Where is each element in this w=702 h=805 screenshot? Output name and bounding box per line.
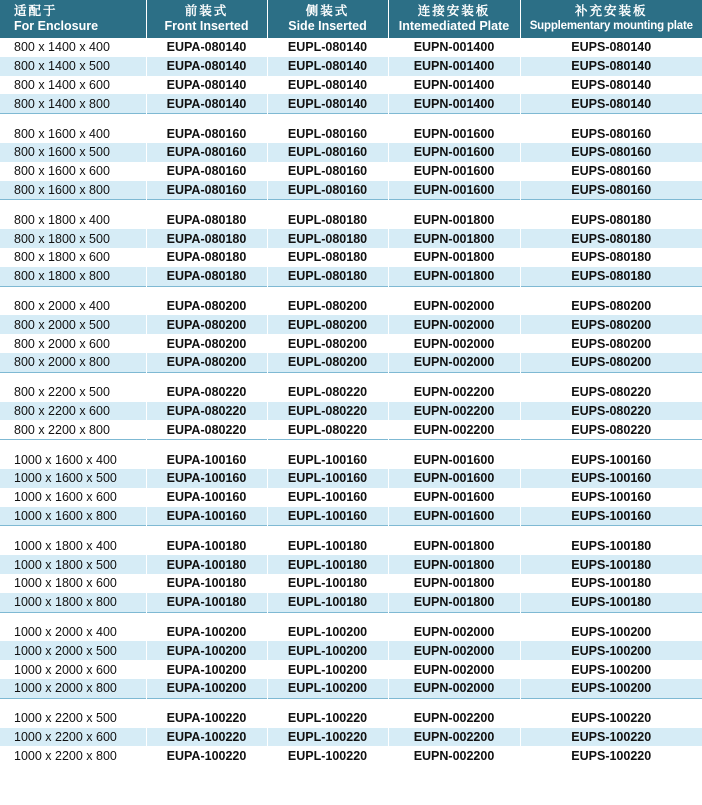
separator-cell — [146, 698, 267, 709]
cell-front-inserted: EUPA-100160 — [146, 469, 267, 488]
header-intermediated-plate — [388, 0, 520, 38]
cell-enclosure-size: 1000 x 1800 x 600 — [0, 574, 146, 593]
group-separator — [0, 440, 702, 451]
cell-enclosure-size: 800 x 1600 x 800 — [0, 181, 146, 200]
cell-front-inserted: EUPA-080160 — [146, 181, 267, 200]
separator-cell — [0, 526, 146, 537]
cell-front-inserted: EUPA-080180 — [146, 210, 267, 229]
cell-enclosure-size: 800 x 1400 x 800 — [0, 94, 146, 113]
separator-cell — [388, 440, 520, 451]
cell-enclosure-size: 800 x 1800 x 800 — [0, 267, 146, 286]
table-row — [0, 593, 702, 612]
table-row — [0, 210, 702, 229]
cell-enclosure-size: 1000 x 1800 x 500 — [0, 555, 146, 574]
cell-side-inserted: EUPL-100200 — [267, 679, 388, 698]
cell-supplementary-plate: EUPS-100180 — [520, 555, 702, 574]
cell-side-inserted: EUPL-080220 — [267, 420, 388, 439]
header-enclosure-zh: 适配于 — [14, 4, 58, 18]
cell-enclosure-size: 1000 x 1600 x 800 — [0, 507, 146, 526]
cell-front-inserted: EUPA-080160 — [146, 162, 267, 181]
cell-front-inserted: EUPA-100180 — [146, 536, 267, 555]
header-side-zh: 侧装式 — [305, 4, 350, 18]
cell-supplementary-plate: EUPS-080140 — [520, 38, 702, 57]
cell-intermediated-plate: EUPN-002000 — [388, 623, 520, 642]
cell-intermediated-plate: EUPN-002200 — [388, 709, 520, 728]
cell-side-inserted: EUPL-100200 — [267, 641, 388, 660]
cell-front-inserted: EUPA-080220 — [146, 383, 267, 402]
separator-cell — [267, 612, 388, 623]
cell-intermediated-plate: EUPN-001800 — [388, 555, 520, 574]
table-row — [0, 353, 702, 372]
cell-enclosure-size: 800 x 2000 x 500 — [0, 315, 146, 334]
cell-side-inserted: EUPL-080180 — [267, 210, 388, 229]
cell-front-inserted: EUPA-080220 — [146, 402, 267, 421]
cell-supplementary-plate: EUPS-080220 — [520, 383, 702, 402]
cell-side-inserted: EUPL-080160 — [267, 143, 388, 162]
table-row — [0, 679, 702, 698]
cell-supplementary-plate: EUPS-080180 — [520, 267, 702, 286]
cell-front-inserted: EUPA-100200 — [146, 623, 267, 642]
separator-cell — [0, 200, 146, 211]
cell-side-inserted: EUPL-080200 — [267, 297, 388, 316]
separator-cell — [267, 440, 388, 451]
cell-supplementary-plate: EUPS-100200 — [520, 623, 702, 642]
cell-side-inserted: EUPL-080220 — [267, 402, 388, 421]
table-row — [0, 76, 702, 95]
table-row — [0, 746, 702, 765]
cell-intermediated-plate: EUPN-001800 — [388, 593, 520, 612]
separator-cell — [388, 698, 520, 709]
table-body — [0, 38, 702, 765]
cell-front-inserted: EUPA-080140 — [146, 57, 267, 76]
separator-cell — [146, 612, 267, 623]
cell-supplementary-plate: EUPS-080200 — [520, 353, 702, 372]
header-front-en: Front Inserted — [164, 19, 249, 33]
separator-cell — [520, 372, 702, 383]
separator-cell — [0, 698, 146, 709]
cell-side-inserted: EUPL-100180 — [267, 555, 388, 574]
table-row — [0, 728, 702, 747]
cell-supplementary-plate: EUPS-080140 — [520, 94, 702, 113]
cell-intermediated-plate: EUPN-002000 — [388, 297, 520, 316]
cell-intermediated-plate: EUPN-002000 — [388, 334, 520, 353]
cell-enclosure-size: 1000 x 1600 x 600 — [0, 488, 146, 507]
header-inter-zh: 连接安装板 — [417, 4, 491, 18]
separator-cell — [267, 200, 388, 211]
cell-enclosure-size: 800 x 1400 x 600 — [0, 76, 146, 95]
cell-intermediated-plate: EUPN-001400 — [388, 94, 520, 113]
cell-supplementary-plate: EUPS-080220 — [520, 402, 702, 421]
cell-supplementary-plate: EUPS-080160 — [520, 124, 702, 143]
separator-cell — [388, 200, 520, 211]
table-row — [0, 623, 702, 642]
cell-enclosure-size: 1000 x 2000 x 500 — [0, 641, 146, 660]
table-row — [0, 94, 702, 113]
cell-intermediated-plate: EUPN-001800 — [388, 248, 520, 267]
cell-front-inserted: EUPA-080180 — [146, 267, 267, 286]
separator-cell — [146, 200, 267, 211]
cell-front-inserted: EUPA-100200 — [146, 641, 267, 660]
separator-cell — [0, 440, 146, 451]
cell-supplementary-plate: EUPS-100200 — [520, 679, 702, 698]
table-row — [0, 334, 702, 353]
cell-front-inserted: EUPA-100220 — [146, 709, 267, 728]
table-row — [0, 574, 702, 593]
table-row — [0, 124, 702, 143]
cell-intermediated-plate: EUPN-001600 — [388, 450, 520, 469]
table-row — [0, 469, 702, 488]
cell-enclosure-size: 800 x 1600 x 600 — [0, 162, 146, 181]
header-supp-en: Supplementary mounting plate — [529, 20, 693, 32]
header-enclosure — [0, 0, 146, 38]
separator-cell — [0, 286, 146, 297]
cell-enclosure-size: 800 x 1800 x 600 — [0, 248, 146, 267]
cell-front-inserted: EUPA-080200 — [146, 334, 267, 353]
cell-supplementary-plate: EUPS-100180 — [520, 536, 702, 555]
cell-intermediated-plate: EUPN-001400 — [388, 76, 520, 95]
cell-enclosure-size: 800 x 1400 x 500 — [0, 57, 146, 76]
table-row — [0, 536, 702, 555]
cell-supplementary-plate: EUPS-100220 — [520, 728, 702, 747]
header-inter-en: Intemediated Plate — [398, 19, 510, 33]
cell-side-inserted: EUPL-100160 — [267, 469, 388, 488]
cell-enclosure-size: 800 x 2000 x 800 — [0, 353, 146, 372]
cell-side-inserted: EUPL-100180 — [267, 536, 388, 555]
cell-intermediated-plate: EUPN-001800 — [388, 229, 520, 248]
separator-cell — [520, 612, 702, 623]
cell-enclosure-size: 800 x 1800 x 400 — [0, 210, 146, 229]
cell-side-inserted: EUPL-080220 — [267, 383, 388, 402]
cell-front-inserted: EUPA-080200 — [146, 315, 267, 334]
cell-side-inserted: EUPL-080180 — [267, 229, 388, 248]
cell-supplementary-plate: EUPS-080220 — [520, 420, 702, 439]
group-separator — [0, 114, 702, 125]
cell-enclosure-size: 1000 x 2200 x 600 — [0, 728, 146, 747]
table-row — [0, 143, 702, 162]
separator-cell — [520, 698, 702, 709]
cell-enclosure-size: 800 x 2200 x 500 — [0, 383, 146, 402]
cell-front-inserted: EUPA-080180 — [146, 248, 267, 267]
cell-intermediated-plate: EUPN-001600 — [388, 162, 520, 181]
separator-cell — [146, 440, 267, 451]
cell-enclosure-size: 800 x 1400 x 400 — [0, 38, 146, 57]
table-row — [0, 641, 702, 660]
cell-enclosure-size: 800 x 2000 x 400 — [0, 297, 146, 316]
cell-intermediated-plate: EUPN-002000 — [388, 353, 520, 372]
cell-enclosure-size: 1000 x 2000 x 800 — [0, 679, 146, 698]
cell-supplementary-plate: EUPS-080200 — [520, 334, 702, 353]
cell-supplementary-plate: EUPS-100160 — [520, 469, 702, 488]
cell-enclosure-size: 1000 x 2200 x 800 — [0, 746, 146, 765]
cell-side-inserted: EUPL-100200 — [267, 623, 388, 642]
cell-side-inserted: EUPL-100180 — [267, 574, 388, 593]
header-enclosure-en: For Enclosure — [14, 19, 99, 33]
separator-cell — [146, 526, 267, 537]
cell-front-inserted: EUPA-100180 — [146, 593, 267, 612]
header-front-zh: 前装式 — [184, 4, 229, 18]
cell-intermediated-plate: EUPN-001800 — [388, 210, 520, 229]
separator-cell — [388, 372, 520, 383]
cell-supplementary-plate: EUPS-080180 — [520, 248, 702, 267]
cell-supplementary-plate: EUPS-100160 — [520, 450, 702, 469]
separator-cell — [520, 440, 702, 451]
cell-intermediated-plate: EUPN-002200 — [388, 402, 520, 421]
separator-cell — [520, 526, 702, 537]
cell-front-inserted: EUPA-080220 — [146, 420, 267, 439]
separator-cell — [267, 698, 388, 709]
table-row — [0, 248, 702, 267]
cell-enclosure-size: 1000 x 2000 x 600 — [0, 660, 146, 679]
cell-supplementary-plate: EUPS-100160 — [520, 507, 702, 526]
cell-intermediated-plate: EUPN-001600 — [388, 181, 520, 200]
cell-front-inserted: EUPA-100180 — [146, 574, 267, 593]
group-separator — [0, 612, 702, 623]
cell-enclosure-size: 1000 x 2000 x 400 — [0, 623, 146, 642]
cell-supplementary-plate: EUPS-080160 — [520, 162, 702, 181]
cell-intermediated-plate: EUPN-001800 — [388, 536, 520, 555]
table-row — [0, 315, 702, 334]
cell-supplementary-plate: EUPS-100200 — [520, 660, 702, 679]
table-row — [0, 57, 702, 76]
cell-front-inserted: EUPA-100220 — [146, 728, 267, 747]
cell-intermediated-plate: EUPN-001400 — [388, 38, 520, 57]
table-row — [0, 660, 702, 679]
cell-supplementary-plate: EUPS-080160 — [520, 181, 702, 200]
table-row — [0, 229, 702, 248]
cell-intermediated-plate: EUPN-002000 — [388, 641, 520, 660]
separator-cell — [146, 114, 267, 125]
cell-enclosure-size: 800 x 2200 x 800 — [0, 420, 146, 439]
table-row — [0, 507, 702, 526]
cell-supplementary-plate: EUPS-080200 — [520, 297, 702, 316]
cell-side-inserted: EUPL-080160 — [267, 124, 388, 143]
cell-supplementary-plate: EUPS-100180 — [520, 574, 702, 593]
group-separator — [0, 200, 702, 211]
cell-intermediated-plate: EUPN-002000 — [388, 660, 520, 679]
cell-supplementary-plate: EUPS-100220 — [520, 746, 702, 765]
cell-side-inserted: EUPL-100220 — [267, 746, 388, 765]
cell-enclosure-size: 800 x 1600 x 400 — [0, 124, 146, 143]
separator-cell — [388, 286, 520, 297]
cell-side-inserted: EUPL-080200 — [267, 353, 388, 372]
separator-cell — [267, 372, 388, 383]
cell-supplementary-plate: EUPS-100200 — [520, 641, 702, 660]
cell-side-inserted: EUPL-100160 — [267, 488, 388, 507]
cell-intermediated-plate: EUPN-002200 — [388, 746, 520, 765]
cell-enclosure-size: 800 x 1600 x 500 — [0, 143, 146, 162]
cell-front-inserted: EUPA-100200 — [146, 679, 267, 698]
table-row — [0, 181, 702, 200]
cell-intermediated-plate: EUPN-001800 — [388, 574, 520, 593]
cell-intermediated-plate: EUPN-002200 — [388, 420, 520, 439]
cell-side-inserted: EUPL-080200 — [267, 334, 388, 353]
cell-enclosure-size: 1000 x 1800 x 800 — [0, 593, 146, 612]
cell-supplementary-plate: EUPS-080140 — [520, 57, 702, 76]
separator-cell — [146, 286, 267, 297]
cell-intermediated-plate: EUPN-001800 — [388, 267, 520, 286]
cell-enclosure-size: 1000 x 1600 x 400 — [0, 450, 146, 469]
table-row — [0, 709, 702, 728]
table-row — [0, 488, 702, 507]
cell-front-inserted: EUPA-100180 — [146, 555, 267, 574]
cell-supplementary-plate: EUPS-100160 — [520, 488, 702, 507]
table-row — [0, 450, 702, 469]
cell-supplementary-plate: EUPS-100180 — [520, 593, 702, 612]
cell-intermediated-plate: EUPN-002200 — [388, 383, 520, 402]
cell-front-inserted: EUPA-080140 — [146, 38, 267, 57]
cell-front-inserted: EUPA-080160 — [146, 124, 267, 143]
cell-side-inserted: EUPL-080200 — [267, 315, 388, 334]
cell-front-inserted: EUPA-100160 — [146, 450, 267, 469]
cell-front-inserted: EUPA-080140 — [146, 76, 267, 95]
cell-enclosure-size: 800 x 2000 x 600 — [0, 334, 146, 353]
header-supplementary-plate — [520, 0, 702, 38]
cell-supplementary-plate: EUPS-080180 — [520, 210, 702, 229]
cell-enclosure-size: 800 x 1800 x 500 — [0, 229, 146, 248]
separator-cell — [267, 114, 388, 125]
cell-enclosure-size: 800 x 2200 x 600 — [0, 402, 146, 421]
separator-cell — [267, 286, 388, 297]
cell-side-inserted: EUPL-100200 — [267, 660, 388, 679]
separator-cell — [0, 372, 146, 383]
group-separator — [0, 286, 702, 297]
separator-cell — [267, 526, 388, 537]
header-supp-zh: 补充安装板 — [574, 4, 648, 18]
separator-cell — [520, 286, 702, 297]
table-row — [0, 297, 702, 316]
cell-supplementary-plate: EUPS-080160 — [520, 143, 702, 162]
cell-supplementary-plate: EUPS-080180 — [520, 229, 702, 248]
cell-side-inserted: EUPL-100160 — [267, 450, 388, 469]
cell-side-inserted: EUPL-100160 — [267, 507, 388, 526]
cell-intermediated-plate: EUPN-001600 — [388, 469, 520, 488]
cell-supplementary-plate: EUPS-100220 — [520, 709, 702, 728]
cell-front-inserted: EUPA-100160 — [146, 488, 267, 507]
cell-side-inserted: EUPL-080140 — [267, 57, 388, 76]
table-row — [0, 267, 702, 286]
header-side-en: Side Inserted — [288, 19, 367, 33]
cell-intermediated-plate: EUPN-001600 — [388, 143, 520, 162]
cell-supplementary-plate: EUPS-080140 — [520, 76, 702, 95]
cell-front-inserted: EUPA-100160 — [146, 507, 267, 526]
cell-intermediated-plate: EUPN-002000 — [388, 679, 520, 698]
cell-supplementary-plate: EUPS-080200 — [520, 315, 702, 334]
cell-side-inserted: EUPL-080180 — [267, 267, 388, 286]
separator-cell — [0, 114, 146, 125]
table-row — [0, 402, 702, 421]
cell-intermediated-plate: EUPN-001600 — [388, 507, 520, 526]
cell-side-inserted: EUPL-080140 — [267, 76, 388, 95]
cell-intermediated-plate: EUPN-001600 — [388, 124, 520, 143]
group-separator — [0, 698, 702, 709]
separator-cell — [388, 526, 520, 537]
separator-cell — [388, 612, 520, 623]
cell-front-inserted: EUPA-100200 — [146, 660, 267, 679]
table-header — [0, 0, 702, 38]
cell-side-inserted: EUPL-080160 — [267, 181, 388, 200]
cell-enclosure-size: 1000 x 1800 x 400 — [0, 536, 146, 555]
cell-intermediated-plate: EUPN-001600 — [388, 488, 520, 507]
cell-front-inserted: EUPA-080160 — [146, 143, 267, 162]
cell-side-inserted: EUPL-080140 — [267, 94, 388, 113]
header-front-inserted — [146, 0, 267, 38]
table-row — [0, 555, 702, 574]
separator-cell — [388, 114, 520, 125]
table-row — [0, 420, 702, 439]
cell-front-inserted: EUPA-080200 — [146, 297, 267, 316]
cell-front-inserted: EUPA-080200 — [146, 353, 267, 372]
cell-side-inserted: EUPL-080160 — [267, 162, 388, 181]
header-side-inserted — [267, 0, 388, 38]
cell-intermediated-plate: EUPN-001400 — [388, 57, 520, 76]
table-row — [0, 383, 702, 402]
cell-front-inserted: EUPA-080180 — [146, 229, 267, 248]
group-separator — [0, 372, 702, 383]
table-row — [0, 38, 702, 57]
cell-enclosure-size: 1000 x 2200 x 500 — [0, 709, 146, 728]
cell-front-inserted: EUPA-080140 — [146, 94, 267, 113]
cell-intermediated-plate: EUPN-002000 — [388, 315, 520, 334]
group-separator — [0, 526, 702, 537]
separator-cell — [146, 372, 267, 383]
separator-cell — [520, 114, 702, 125]
separator-cell — [520, 200, 702, 211]
cell-side-inserted: EUPL-080180 — [267, 248, 388, 267]
cell-side-inserted: EUPL-100180 — [267, 593, 388, 612]
separator-cell — [0, 612, 146, 623]
cell-intermediated-plate: EUPN-002200 — [388, 728, 520, 747]
cell-side-inserted: EUPL-100220 — [267, 709, 388, 728]
cell-side-inserted: EUPL-080140 — [267, 38, 388, 57]
cell-side-inserted: EUPL-100220 — [267, 728, 388, 747]
cell-front-inserted: EUPA-100220 — [146, 746, 267, 765]
table-row — [0, 162, 702, 181]
cell-enclosure-size: 1000 x 1600 x 500 — [0, 469, 146, 488]
